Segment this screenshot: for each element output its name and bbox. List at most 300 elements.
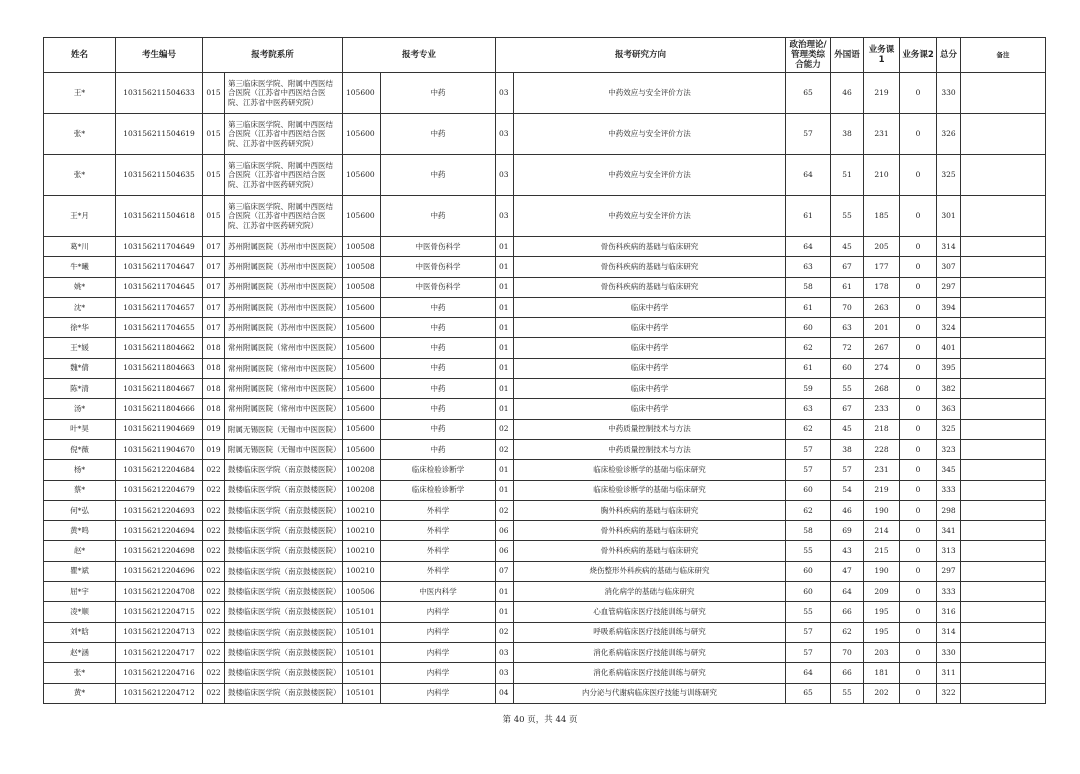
cell-total: 330 xyxy=(937,73,961,114)
cell-note xyxy=(961,277,1046,297)
cell-note xyxy=(961,521,1046,541)
cell-major-code: 105101 xyxy=(343,622,381,642)
cell-course1: 205 xyxy=(864,237,900,257)
cell-direction-code: 03 xyxy=(496,114,514,155)
cell-name: 张* xyxy=(44,155,116,196)
cell-note xyxy=(961,73,1046,114)
cell-note xyxy=(961,602,1046,622)
cell-direction-code: 01 xyxy=(496,602,514,622)
cell-foreign: 67 xyxy=(831,399,864,419)
cell-course2: 0 xyxy=(900,622,937,642)
cell-exam-no: 103156211804666 xyxy=(116,399,203,419)
cell-name: 王*月 xyxy=(44,196,116,237)
cell-direction: 临床检验诊断学的基础与临床研究 xyxy=(514,460,786,480)
cell-note xyxy=(961,582,1046,602)
cell-major: 外科学 xyxy=(381,521,496,541)
cell-direction-code: 06 xyxy=(496,521,514,541)
cell-politics: 64 xyxy=(786,237,831,257)
cell-major: 外科学 xyxy=(381,500,496,520)
cell-major-code: 105600 xyxy=(343,196,381,237)
cell-major-code: 105600 xyxy=(343,379,381,399)
cell-dept-name: 第三临床医学院、附属中西医结合医院（江苏省中西医结合医院、江苏省中医药研究院） xyxy=(225,196,343,237)
cell-course2: 0 xyxy=(900,683,937,703)
cell-exam-no: 103156212204684 xyxy=(116,460,203,480)
cell-dept-code: 015 xyxy=(203,155,225,196)
cell-exam-no: 103156211504635 xyxy=(116,155,203,196)
cell-direction-code: 03 xyxy=(496,155,514,196)
header-politics: 政治理论/管理类综合能力 xyxy=(786,38,831,73)
cell-exam-no: 103156212204694 xyxy=(116,521,203,541)
cell-dept-code: 022 xyxy=(203,561,225,581)
cell-name: 赵*涵 xyxy=(44,642,116,662)
cell-dept-code: 017 xyxy=(203,297,225,317)
cell-name: 何*弘 xyxy=(44,500,116,520)
cell-major-code: 100210 xyxy=(343,521,381,541)
cell-dept-code: 015 xyxy=(203,114,225,155)
cell-note xyxy=(961,338,1046,358)
cell-foreign: 46 xyxy=(831,73,864,114)
cell-politics: 55 xyxy=(786,602,831,622)
cell-politics: 61 xyxy=(786,358,831,378)
cell-direction: 中药效应与安全评价方法 xyxy=(514,73,786,114)
cell-politics: 60 xyxy=(786,480,831,500)
cell-name: 姚* xyxy=(44,277,116,297)
cell-course1: 190 xyxy=(864,500,900,520)
cell-politics: 60 xyxy=(786,318,831,338)
cell-course1: 263 xyxy=(864,297,900,317)
cell-major: 内科学 xyxy=(381,602,496,622)
cell-foreign: 38 xyxy=(831,114,864,155)
cell-note xyxy=(961,500,1046,520)
cell-dept-name: 苏州附属医院（苏州市中医医院） xyxy=(225,237,343,257)
cell-foreign: 54 xyxy=(831,480,864,500)
header-foreign: 外国语 xyxy=(831,38,864,73)
cell-direction: 骨外科疾病的基础与临床研究 xyxy=(514,521,786,541)
cell-exam-no: 103156212204698 xyxy=(116,541,203,561)
cell-foreign: 70 xyxy=(831,642,864,662)
cell-major-code: 105600 xyxy=(343,297,381,317)
cell-course2: 0 xyxy=(900,419,937,439)
cell-dept-name: 附属无锡医院（无锡市中医医院） xyxy=(225,439,343,459)
cell-name: 徐*华 xyxy=(44,318,116,338)
cell-foreign: 60 xyxy=(831,358,864,378)
cell-total: 307 xyxy=(937,257,961,277)
cell-course1: 218 xyxy=(864,419,900,439)
cell-foreign: 46 xyxy=(831,500,864,520)
cell-note xyxy=(961,561,1046,581)
cell-dept-name: 苏州附属医院（苏州市中医医院） xyxy=(225,297,343,317)
cell-course1: 195 xyxy=(864,602,900,622)
table-row xyxy=(44,500,1046,520)
table-row xyxy=(44,683,1046,703)
cell-major: 外科学 xyxy=(381,541,496,561)
cell-course2: 0 xyxy=(900,338,937,358)
cell-note xyxy=(961,358,1046,378)
cell-direction: 消化系病临床医疗技能训练与研究 xyxy=(514,663,786,683)
cell-major-code: 105600 xyxy=(343,73,381,114)
cell-exam-no: 103156212204708 xyxy=(116,582,203,602)
cell-course2: 0 xyxy=(900,399,937,419)
table-row xyxy=(44,602,1046,622)
cell-total: 325 xyxy=(937,419,961,439)
cell-course2: 0 xyxy=(900,297,937,317)
table-row xyxy=(44,297,1046,317)
cell-direction: 中药效应与安全评价方法 xyxy=(514,196,786,237)
cell-name: 汤* xyxy=(44,399,116,419)
cell-direction-code: 03 xyxy=(496,73,514,114)
cell-major: 中医骨伤科学 xyxy=(381,257,496,277)
cell-exam-no: 103156212204716 xyxy=(116,663,203,683)
cell-total: 326 xyxy=(937,114,961,155)
cell-major-code: 105600 xyxy=(343,439,381,459)
cell-direction: 骨外科疾病的基础与临床研究 xyxy=(514,541,786,561)
cell-direction-code: 03 xyxy=(496,663,514,683)
cell-major-code: 105101 xyxy=(343,642,381,662)
cell-direction-code: 07 xyxy=(496,561,514,581)
cell-major-code: 105600 xyxy=(343,419,381,439)
table-row xyxy=(44,419,1046,439)
cell-direction-code: 01 xyxy=(496,257,514,277)
cell-dept-code: 022 xyxy=(203,622,225,642)
cell-major-code: 105600 xyxy=(343,155,381,196)
cell-course1: 233 xyxy=(864,399,900,419)
cell-name: 黄*鸣 xyxy=(44,521,116,541)
cell-dept-code: 022 xyxy=(203,683,225,703)
cell-course1: 209 xyxy=(864,582,900,602)
cell-total: 297 xyxy=(937,277,961,297)
cell-total: 401 xyxy=(937,338,961,358)
cell-direction: 烧伤整形外科疾病的基础与临床研究 xyxy=(514,561,786,581)
cell-politics: 57 xyxy=(786,622,831,642)
table-body xyxy=(44,73,1046,704)
cell-major: 内科学 xyxy=(381,683,496,703)
table-row xyxy=(44,338,1046,358)
cell-politics: 63 xyxy=(786,399,831,419)
cell-direction: 临床检验诊断学的基础与临床研究 xyxy=(514,480,786,500)
page-footer: 第 40 页，共 44 页 xyxy=(502,715,578,725)
cell-major-code: 105101 xyxy=(343,683,381,703)
cell-direction: 中药效应与安全评价方法 xyxy=(514,155,786,196)
cell-dept-name: 鼓楼临床医学院（南京鼓楼医院） xyxy=(225,541,343,561)
cell-course1: 214 xyxy=(864,521,900,541)
cell-major-code: 100508 xyxy=(343,277,381,297)
cell-major: 内科学 xyxy=(381,642,496,662)
cell-politics: 62 xyxy=(786,419,831,439)
cell-foreign: 66 xyxy=(831,663,864,683)
cell-major-code: 105600 xyxy=(343,399,381,419)
cell-total: 301 xyxy=(937,196,961,237)
cell-dept-name: 常州附属医院（常州市中医医院） xyxy=(225,399,343,419)
cell-direction-code: 01 xyxy=(496,358,514,378)
cell-dept-name: 第三临床医学院、附属中西医结合医院（江苏省中西医结合医院、江苏省中医药研究院） xyxy=(225,73,343,114)
cell-name: 魏*倩 xyxy=(44,358,116,378)
cell-dept-code: 018 xyxy=(203,379,225,399)
table-row xyxy=(44,541,1046,561)
cell-dept-name: 第三临床医学院、附属中西医结合医院（江苏省中西医结合医院、江苏省中医药研究院） xyxy=(225,114,343,155)
cell-total: 341 xyxy=(937,521,961,541)
cell-dept-code: 017 xyxy=(203,277,225,297)
cell-direction-code: 01 xyxy=(496,297,514,317)
cell-course2: 0 xyxy=(900,521,937,541)
cell-major-code: 105101 xyxy=(343,663,381,683)
cell-direction: 临床中药学 xyxy=(514,318,786,338)
cell-dept-code: 022 xyxy=(203,500,225,520)
cell-politics: 62 xyxy=(786,500,831,520)
cell-major: 中医内科学 xyxy=(381,582,496,602)
cell-dept-code: 018 xyxy=(203,338,225,358)
header-course1: 业务课1 xyxy=(864,38,900,73)
cell-course1: 268 xyxy=(864,379,900,399)
cell-total: 298 xyxy=(937,500,961,520)
cell-major: 中药 xyxy=(381,155,496,196)
table-row xyxy=(44,277,1046,297)
cell-direction-code: 01 xyxy=(496,480,514,500)
cell-major: 中药 xyxy=(381,73,496,114)
header-note: 备注 xyxy=(961,38,1046,73)
cell-total: 316 xyxy=(937,602,961,622)
cell-exam-no: 103156211504618 xyxy=(116,196,203,237)
cell-direction: 内分泌与代谢病临床医疗技能与训练研究 xyxy=(514,683,786,703)
cell-foreign: 69 xyxy=(831,521,864,541)
cell-dept-name: 鼓楼临床医学院（南京鼓楼医院） xyxy=(225,500,343,520)
cell-dept-name: 附属无锡医院（无锡市中医医院） xyxy=(225,419,343,439)
cell-dept-name: 鼓楼临床医学院（南京鼓楼医院） xyxy=(225,561,343,581)
cell-name: 屈*宇 xyxy=(44,582,116,602)
cell-exam-no: 103156211804663 xyxy=(116,358,203,378)
cell-note xyxy=(961,663,1046,683)
cell-note xyxy=(961,622,1046,642)
cell-note xyxy=(961,642,1046,662)
cell-note xyxy=(961,480,1046,500)
cell-direction-code: 02 xyxy=(496,419,514,439)
cell-dept-name: 苏州附属医院（苏州市中医医院） xyxy=(225,277,343,297)
cell-direction: 消化病学的基础与临床研究 xyxy=(514,582,786,602)
cell-course2: 0 xyxy=(900,318,937,338)
cell-dept-name: 常州附属医院（常州市中医医院） xyxy=(225,338,343,358)
cell-name: 倪*薇 xyxy=(44,439,116,459)
cell-dept-name: 鼓楼临床医学院（南京鼓楼医院） xyxy=(225,602,343,622)
cell-direction: 中药质量控制技术与方法 xyxy=(514,419,786,439)
cell-direction: 中药效应与安全评价方法 xyxy=(514,114,786,155)
cell-exam-no: 103156211804662 xyxy=(116,338,203,358)
cell-politics: 57 xyxy=(786,460,831,480)
cell-dept-name: 第三临床医学院、附属中西医结合医院（江苏省中西医结合医院、江苏省中医药研究院） xyxy=(225,155,343,196)
cell-dept-name: 鼓楼临床医学院（南京鼓楼医院） xyxy=(225,642,343,662)
cell-major-code: 100208 xyxy=(343,460,381,480)
cell-politics: 57 xyxy=(786,439,831,459)
cell-major: 中药 xyxy=(381,318,496,338)
table-row xyxy=(44,196,1046,237)
cell-direction-code: 01 xyxy=(496,237,514,257)
cell-course1: 185 xyxy=(864,196,900,237)
cell-major: 内科学 xyxy=(381,622,496,642)
cell-foreign: 67 xyxy=(831,257,864,277)
table-row xyxy=(44,561,1046,581)
cell-major: 中药 xyxy=(381,439,496,459)
table-row xyxy=(44,642,1046,662)
cell-foreign: 55 xyxy=(831,683,864,703)
cell-foreign: 57 xyxy=(831,460,864,480)
cell-course1: 219 xyxy=(864,480,900,500)
cell-note xyxy=(961,196,1046,237)
cell-major-code: 100508 xyxy=(343,237,381,257)
cell-direction: 心血管病临床医疗技能训练与研究 xyxy=(514,602,786,622)
cell-exam-no: 103156211704655 xyxy=(116,318,203,338)
cell-politics: 57 xyxy=(786,114,831,155)
cell-note xyxy=(961,155,1046,196)
cell-major: 中药 xyxy=(381,379,496,399)
cell-politics: 58 xyxy=(786,521,831,541)
cell-note xyxy=(961,419,1046,439)
cell-total: 394 xyxy=(937,297,961,317)
cell-note xyxy=(961,541,1046,561)
cell-direction-code: 02 xyxy=(496,622,514,642)
cell-foreign: 55 xyxy=(831,196,864,237)
cell-major-code: 105600 xyxy=(343,318,381,338)
cell-exam-no: 103156211704645 xyxy=(116,277,203,297)
cell-politics: 61 xyxy=(786,297,831,317)
cell-foreign: 45 xyxy=(831,419,864,439)
cell-course2: 0 xyxy=(900,439,937,459)
table-row xyxy=(44,582,1046,602)
cell-major-code: 105600 xyxy=(343,358,381,378)
cell-direction-code: 01 xyxy=(496,277,514,297)
cell-major-code: 105600 xyxy=(343,338,381,358)
cell-name: 牛*曦 xyxy=(44,257,116,277)
cell-foreign: 63 xyxy=(831,318,864,338)
cell-exam-no: 103156211904669 xyxy=(116,419,203,439)
cell-direction: 临床中药学 xyxy=(514,399,786,419)
cell-note xyxy=(961,297,1046,317)
cell-course1: 219 xyxy=(864,73,900,114)
cell-politics: 60 xyxy=(786,561,831,581)
cell-direction: 临床中药学 xyxy=(514,297,786,317)
cell-politics: 63 xyxy=(786,257,831,277)
cell-exam-no: 103156212204715 xyxy=(116,602,203,622)
cell-course1: 231 xyxy=(864,460,900,480)
cell-politics: 57 xyxy=(786,642,831,662)
cell-major-code: 100210 xyxy=(343,561,381,581)
cell-direction: 骨伤科疾病的基础与临床研究 xyxy=(514,237,786,257)
cell-name: 黄* xyxy=(44,683,116,703)
cell-name: 杨* xyxy=(44,460,116,480)
cell-course2: 0 xyxy=(900,460,937,480)
cell-course1: 215 xyxy=(864,541,900,561)
cell-major: 中药 xyxy=(381,358,496,378)
cell-name: 蔡* xyxy=(44,480,116,500)
cell-dept-name: 鼓楼临床医学院（南京鼓楼医院） xyxy=(225,622,343,642)
cell-total: 324 xyxy=(937,318,961,338)
cell-major: 中药 xyxy=(381,196,496,237)
cell-dept-code: 022 xyxy=(203,541,225,561)
cell-total: 297 xyxy=(937,561,961,581)
cell-direction-code: 01 xyxy=(496,338,514,358)
cell-course1: 231 xyxy=(864,114,900,155)
cell-politics: 61 xyxy=(786,196,831,237)
cell-politics: 58 xyxy=(786,277,831,297)
cell-foreign: 70 xyxy=(831,297,864,317)
cell-foreign: 51 xyxy=(831,155,864,196)
cell-exam-no: 103156211504633 xyxy=(116,73,203,114)
cell-direction: 临床中药学 xyxy=(514,379,786,399)
cell-politics: 65 xyxy=(786,683,831,703)
cell-course2: 0 xyxy=(900,277,937,297)
cell-course1: 190 xyxy=(864,561,900,581)
cell-foreign: 47 xyxy=(831,561,864,581)
cell-course2: 0 xyxy=(900,257,937,277)
cell-exam-no: 103156212204693 xyxy=(116,500,203,520)
cell-direction: 呼吸系病临床医疗技能训练与研究 xyxy=(514,622,786,642)
cell-course2: 0 xyxy=(900,237,937,257)
cell-exam-no: 103156211704647 xyxy=(116,257,203,277)
cell-major-code: 100210 xyxy=(343,541,381,561)
cell-major: 临床检验诊断学 xyxy=(381,460,496,480)
cell-dept-code: 017 xyxy=(203,257,225,277)
cell-note xyxy=(961,399,1046,419)
cell-name: 叶*昊 xyxy=(44,419,116,439)
cell-total: 345 xyxy=(937,460,961,480)
cell-course2: 0 xyxy=(900,379,937,399)
cell-total: 382 xyxy=(937,379,961,399)
table-row xyxy=(44,73,1046,114)
cell-politics: 62 xyxy=(786,338,831,358)
cell-course2: 0 xyxy=(900,114,937,155)
cell-dept-name: 苏州附属医院（苏州市中医医院） xyxy=(225,318,343,338)
cell-name: 赵* xyxy=(44,541,116,561)
cell-exam-no: 103156212204679 xyxy=(116,480,203,500)
cell-major-code: 105600 xyxy=(343,114,381,155)
table-row xyxy=(44,318,1046,338)
cell-exam-no: 103156211504619 xyxy=(116,114,203,155)
cell-politics: 64 xyxy=(786,155,831,196)
cell-dept-name: 常州附属医院（常州市中医医院） xyxy=(225,358,343,378)
cell-major-code: 100506 xyxy=(343,582,381,602)
cell-direction: 骨伤科疾病的基础与临床研究 xyxy=(514,277,786,297)
cell-course2: 0 xyxy=(900,602,937,622)
cell-exam-no: 103156212204712 xyxy=(116,683,203,703)
cell-direction: 消化系病临床医疗技能训练与研究 xyxy=(514,642,786,662)
table-row xyxy=(44,399,1046,419)
cell-dept-name: 鼓楼临床医学院（南京鼓楼医院） xyxy=(225,663,343,683)
table-row xyxy=(44,257,1046,277)
cell-direction-code: 01 xyxy=(496,399,514,419)
table-row xyxy=(44,663,1046,683)
table-row xyxy=(44,358,1046,378)
cell-dept-code: 022 xyxy=(203,480,225,500)
table-row xyxy=(44,622,1046,642)
cell-dept-code: 022 xyxy=(203,642,225,662)
cell-dept-code: 017 xyxy=(203,237,225,257)
table-row xyxy=(44,439,1046,459)
cell-name: 张* xyxy=(44,114,116,155)
cell-note xyxy=(961,237,1046,257)
cell-course1: 181 xyxy=(864,663,900,683)
header-direction: 报考研究方向 xyxy=(496,38,786,73)
cell-total: 330 xyxy=(937,642,961,662)
cell-major: 中药 xyxy=(381,297,496,317)
cell-name: 王* xyxy=(44,73,116,114)
cell-total: 333 xyxy=(937,582,961,602)
cell-course2: 0 xyxy=(900,541,937,561)
cell-politics: 60 xyxy=(786,582,831,602)
cell-exam-no: 103156211904670 xyxy=(116,439,203,459)
cell-note xyxy=(961,379,1046,399)
cell-total: 363 xyxy=(937,399,961,419)
cell-note xyxy=(961,257,1046,277)
cell-major: 中药 xyxy=(381,338,496,358)
cell-major: 外科学 xyxy=(381,561,496,581)
cell-course2: 0 xyxy=(900,663,937,683)
